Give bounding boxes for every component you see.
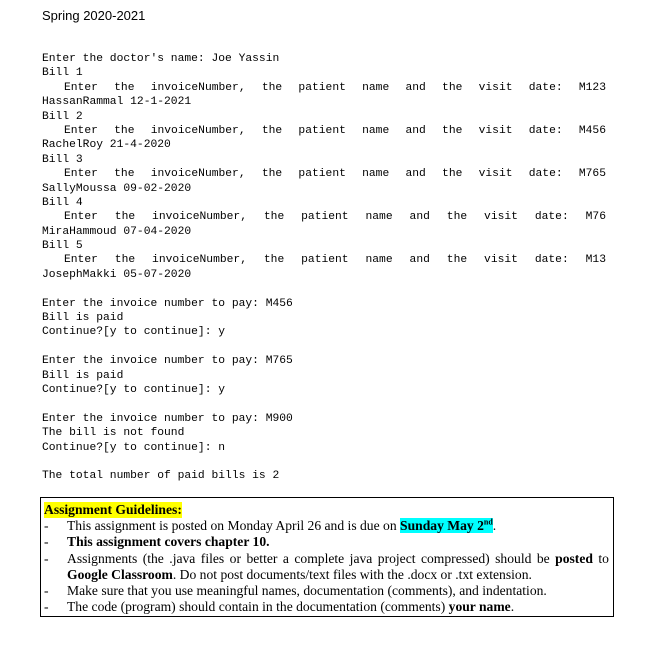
blank-line xyxy=(42,455,622,469)
guideline-item xyxy=(44,583,609,599)
console-line: RachelRoy 21-4-2020 xyxy=(42,139,171,152)
blank-line xyxy=(42,282,622,296)
blank-line xyxy=(42,340,622,354)
bullet-dash: - xyxy=(44,518,49,534)
console-line: Continue?[y to continue]: y xyxy=(42,383,226,396)
guideline-emphasis: posted xyxy=(555,550,593,566)
console-line: Bill 3 xyxy=(42,153,83,166)
console-line: Enter the doctor's name: Joe Yassin xyxy=(42,53,280,65)
console-line: Enter the invoiceNumber, the patient name and the visit date: M76 xyxy=(64,211,606,224)
guideline-text: . Do not post documents/text files with the .docx or .txt extension. xyxy=(172,566,532,582)
console-line: Bill is paid xyxy=(42,312,124,325)
guideline-text: Make sure that you use meaningful names, documentation (comments), and indentation. xyxy=(67,583,547,599)
console-line: The bill is not found xyxy=(42,427,185,440)
console-line: Enter the invoiceNumber, the patient name and the visit date: M13 xyxy=(64,254,606,267)
console-line: HassanRammal 12-1-2021 xyxy=(42,96,192,109)
console-line: SallyMoussa 09-02-2020 xyxy=(42,182,192,195)
guideline-text: . xyxy=(492,518,497,534)
guideline-text: to xyxy=(592,550,609,566)
console-line: MiraHammoud 07-04-2020 xyxy=(42,225,192,238)
bullet-dash: - xyxy=(44,599,49,615)
guideline-item xyxy=(44,518,609,534)
console-line: Bill 4 xyxy=(42,196,83,209)
due-date-suffix: nd xyxy=(483,517,493,527)
guideline-item xyxy=(44,534,609,550)
console-line: Bill is paid xyxy=(42,369,124,382)
console-line: Enter the invoice number to pay: M900 xyxy=(42,412,293,425)
bullet-dash: - xyxy=(44,550,49,566)
console-line: Enter the invoiceNumber, the patient name and the visit date: M123 xyxy=(64,81,606,94)
bullet-dash: - xyxy=(44,583,49,599)
term-header: Spring 2020-2021 xyxy=(42,8,146,23)
console-line: Continue?[y to continue]: n xyxy=(42,441,226,454)
blank-line xyxy=(42,397,622,411)
console-output xyxy=(42,52,622,484)
console-line: Enter the invoice number to pay: M456 xyxy=(42,297,293,310)
bullet-dash: - xyxy=(44,534,49,550)
console-line: Bill 5 xyxy=(42,240,83,253)
guideline-item xyxy=(44,551,609,583)
guideline-text: . xyxy=(510,599,515,615)
guideline-text: The code (program) should contain in the documentation (comments) xyxy=(67,599,449,615)
due-date-highlight xyxy=(400,518,493,533)
console-line: Continue?[y to continue]: y xyxy=(42,326,226,339)
console-line: The total number of paid bills is 2 xyxy=(42,470,280,483)
assignment-guidelines-box xyxy=(40,497,614,617)
guideline-emphasis: your name xyxy=(448,599,511,615)
console-line: Enter the invoiceNumber, the patient name and the visit date: M456 xyxy=(64,124,606,137)
console-line: Bill 1 xyxy=(42,67,83,80)
console-line: Bill 2 xyxy=(42,110,83,123)
guideline-emphasis: Google Classroom xyxy=(67,566,173,582)
due-date-text: Sunday May 2 xyxy=(400,518,484,534)
console-line: JosephMakki 05-07-2020 xyxy=(42,268,192,281)
guideline-text: This assignment is posted on Monday April 26 and is due on xyxy=(67,518,401,534)
guidelines-title: Assignment Guidelines: xyxy=(44,502,182,517)
guideline-item xyxy=(44,599,609,615)
console-line: Enter the invoiceNumber, the patient name and the visit date: M765 xyxy=(64,168,606,181)
guideline-text: This assignment covers chapter 10. xyxy=(67,534,270,550)
guideline-text: Assignments (the .java files or better a complete java project compressed) should be xyxy=(67,550,556,566)
console-line: Enter the invoice number to pay: M765 xyxy=(42,355,293,368)
